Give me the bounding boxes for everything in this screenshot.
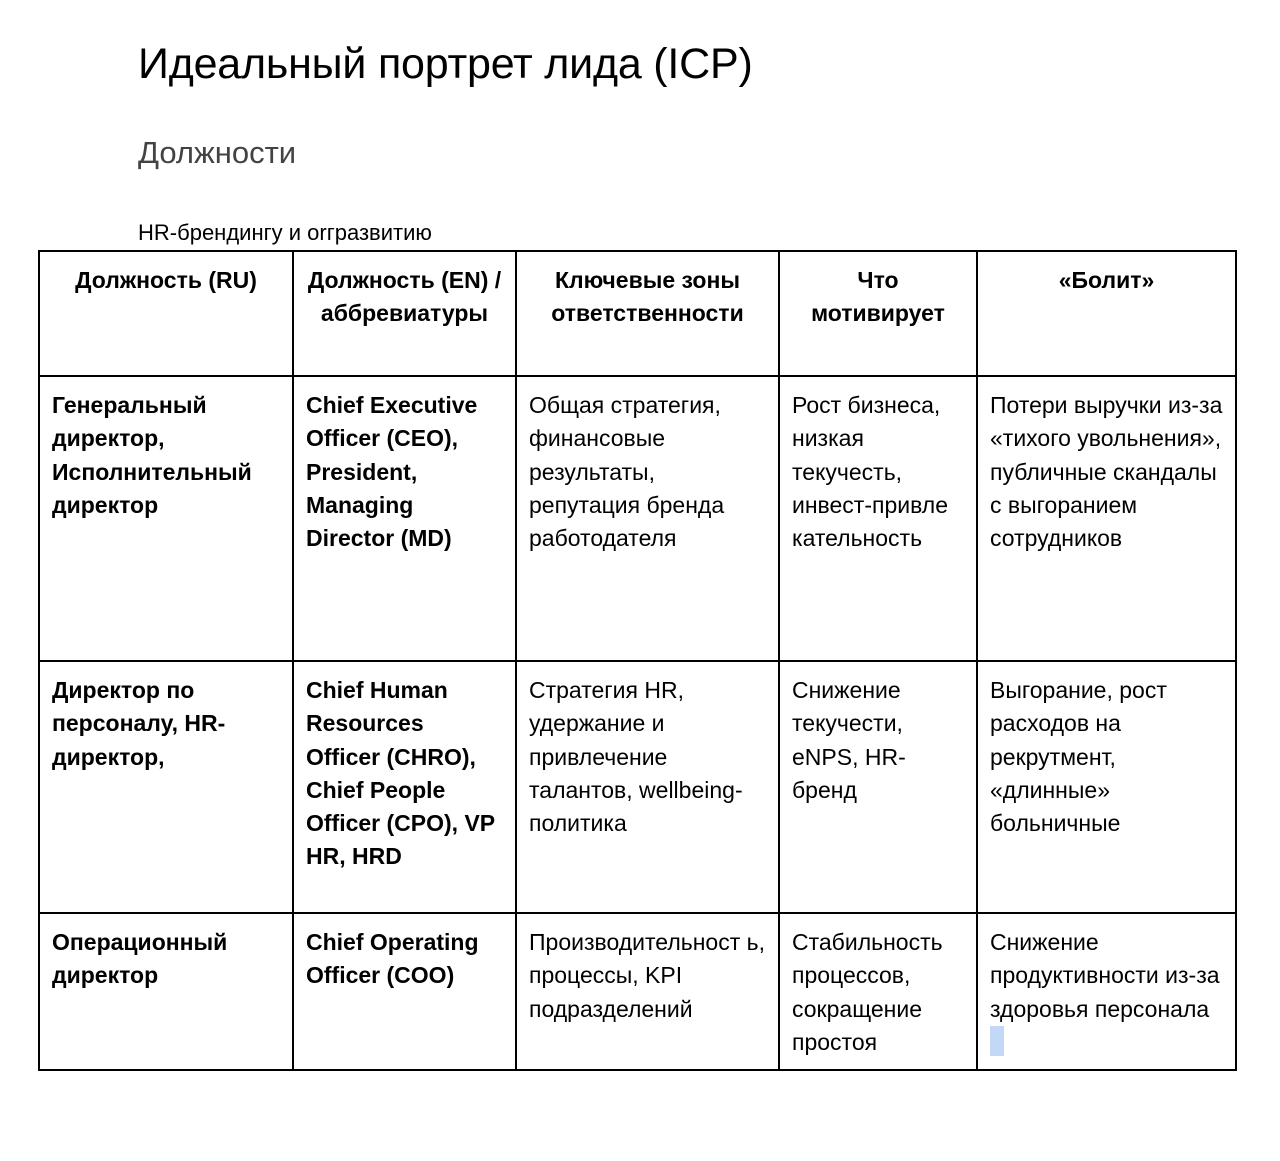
- section-heading: Должности: [138, 135, 297, 170]
- cell-motivation[interactable]: Рост бизнеса, низкая текучесть, инвест-привле кательность: [779, 376, 977, 661]
- caption-text: HR-брендингу и orгразвитию: [138, 220, 432, 245]
- header-responsibilities: Ключевые зоны ответственности: [516, 251, 779, 376]
- cell-motivation[interactable]: Снижение текучести, eNPS, HR-бренд: [779, 661, 977, 913]
- header-motivation: Что мотивирует: [779, 251, 977, 376]
- text-cursor-selection: [990, 1026, 1004, 1056]
- icp-table: [38, 250, 1237, 1071]
- table-header-row: [39, 251, 1236, 376]
- cell-pain[interactable]: Выгорание, рост расходов на рекрутмент, «длинные» больничные: [977, 661, 1236, 913]
- header-role-ru: Должность (RU): [39, 251, 293, 376]
- cell-responsibilities[interactable]: Стратегия HR, удержание и привлечение талантов, wellbeing-политика: [516, 661, 779, 913]
- cell-role-ru[interactable]: Операционный директор: [39, 913, 293, 1070]
- cell-motivation[interactable]: Стабильность процессов, сокращение простоя: [779, 913, 977, 1070]
- document-title: Идеальный портрет лида (ICP): [138, 40, 753, 88]
- cell-pain[interactable]: Потери выручки из-за «тихого увольнения», публичные скандалы с выгоранием сотрудников: [977, 376, 1236, 661]
- table-row: [39, 376, 1236, 661]
- header-role-en: Должность (EN) / аббревиатуры: [293, 251, 516, 376]
- table-row: [39, 913, 1236, 1070]
- cell-role-ru[interactable]: Генеральный директор, Исполнительный директор: [39, 376, 293, 661]
- cell-pain: Снижение продуктивности из-за здоровья персонала: [990, 929, 1220, 1022]
- cell-role-ru[interactable]: Директор по персоналу, HR-директор,: [39, 661, 293, 913]
- cell-role-en[interactable]: Chief Human Resources Officer (CHRO), Chief People Officer (CPO), VP HR, HRD: [293, 661, 516, 913]
- cell-responsibilities[interactable]: Общая стратегия, финансовые результаты, репутация бренда работодателя: [516, 376, 779, 661]
- cell-role-en[interactable]: Chief Executive Officer (CEO), President, Managing Director (MD): [293, 376, 516, 661]
- header-pain: «Болит»: [977, 251, 1236, 376]
- table-row: [39, 661, 1236, 913]
- cell-pain-last[interactable]: [977, 913, 1236, 1070]
- cell-role-en[interactable]: Chief Operating Officer (COO): [293, 913, 516, 1070]
- cell-responsibilities[interactable]: Производительност ь, процессы, KPI подразделений: [516, 913, 779, 1070]
